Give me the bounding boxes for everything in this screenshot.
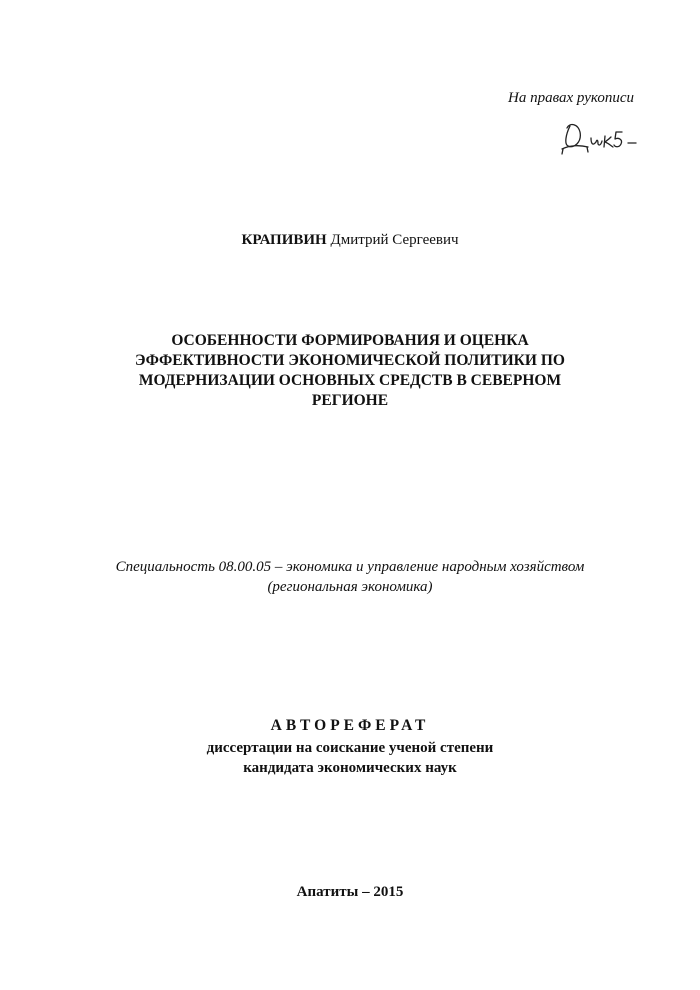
specialty-line: Специальность 08.00.05 – экономика и управление народным хозяйством [115,559,585,575]
title-line: МОДЕРНИЗАЦИИ ОСНОВНЫХ СРЕДСТВ В СЕВЕРНОМ [138,372,562,389]
abstract-heading: АВТОРЕФЕРАТ [270,717,430,734]
abstract-line: кандидата экономических наук [243,760,457,776]
author-surname: КРАПИВИН [241,232,327,248]
specialty [0,557,700,597]
abstract-description [0,738,700,778]
specialty-line: (региональная экономика) [267,579,433,595]
title-line: ОСОБЕННОСТИ ФОРМИРОВАНИЯ И ОЦЕНКА [171,332,529,349]
author-name [0,230,700,250]
city-year: Апатиты – 2015 [296,884,404,900]
manuscript-note: На правах рукописи [508,90,634,106]
dissertation-title [90,331,610,411]
abstract-line: диссертации на соискание ученой степени [206,740,494,756]
author-given-names: Дмитрий Сергеевич [330,232,459,248]
handwritten-signature [558,116,650,168]
title-line: РЕГИОНЕ [311,392,389,409]
title-line: ЭФФЕКТИВНОСТИ ЭКОНОМИЧЕСКОЙ ПОЛИТИКИ ПО [135,352,565,369]
